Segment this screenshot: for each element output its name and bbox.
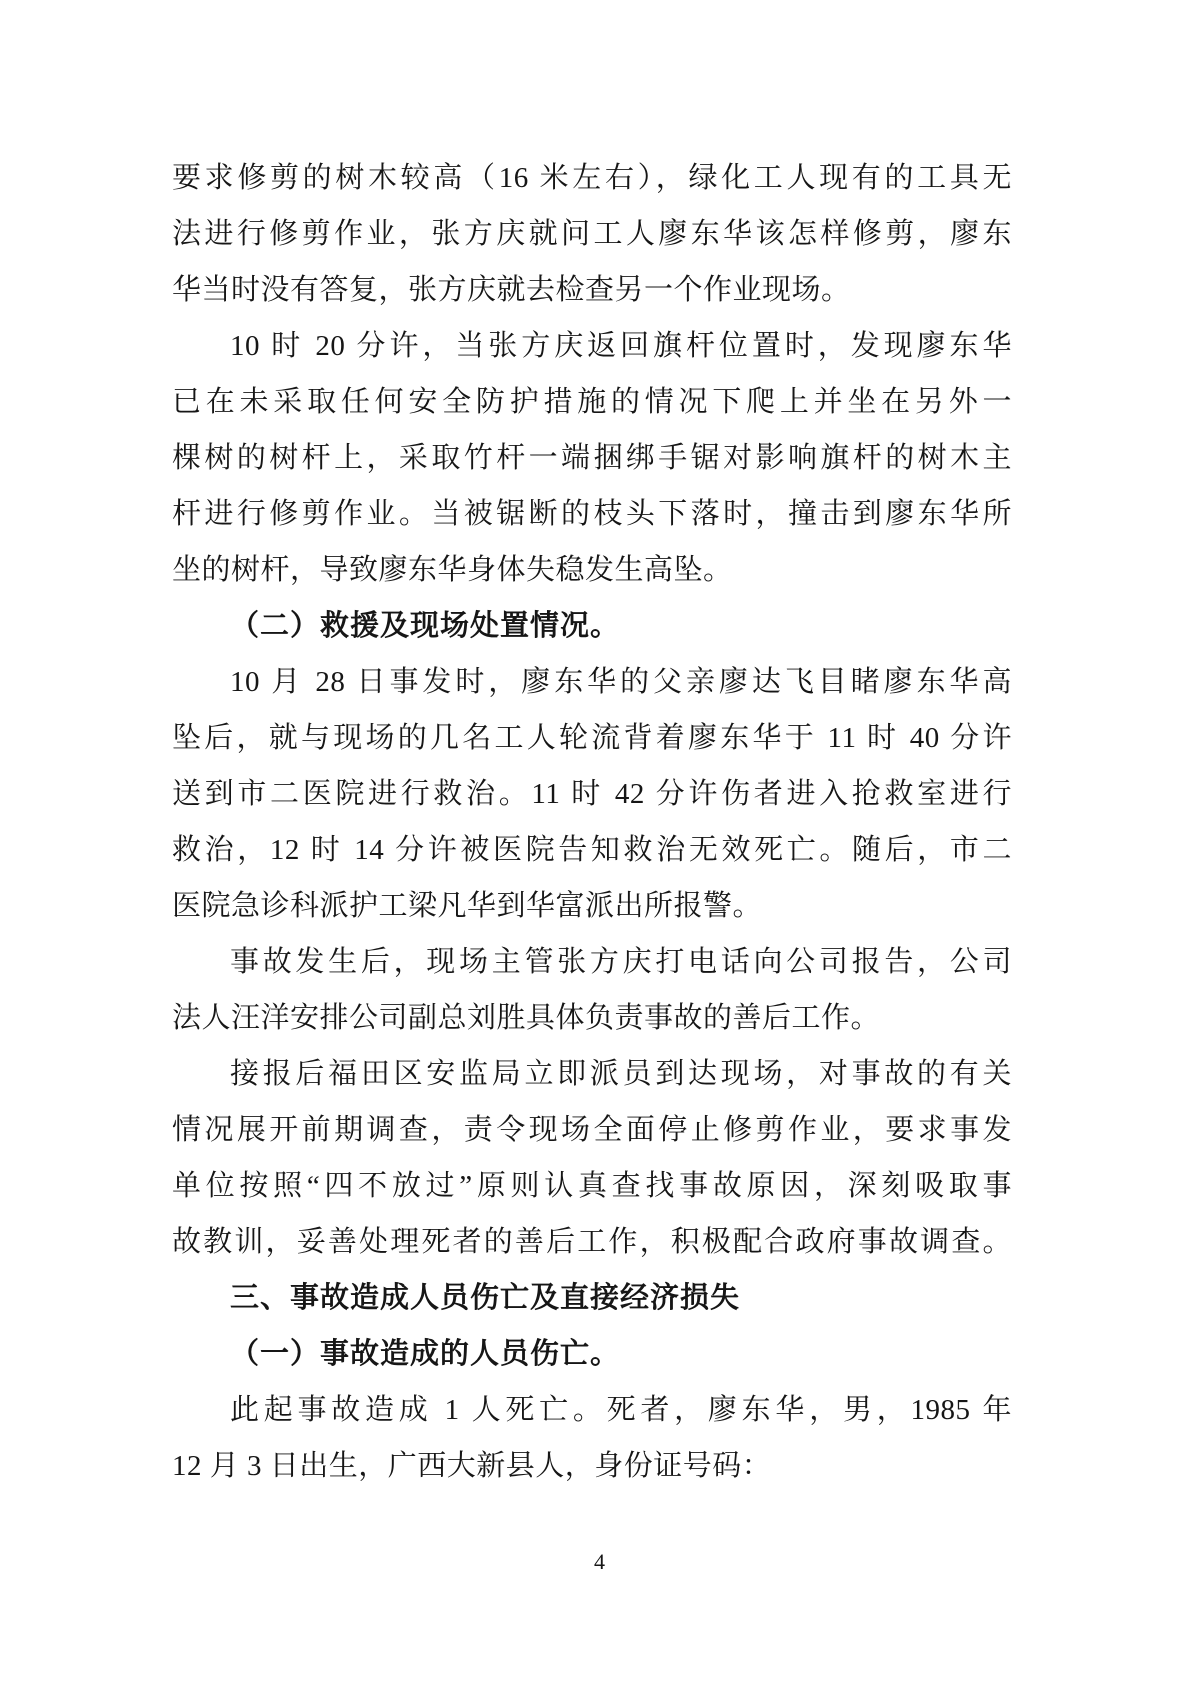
body-line: 已在未采取任何安全防护措施的情况下爬上并坐在另外一 — [172, 386, 1012, 418]
body-line: 杆进行修剪作业。当被锯断的枝头下落时，撞击到廖东华所 — [172, 498, 1012, 530]
body-line: 救治，12 时 14 分许被医院告知救治无效死亡。随后，市二 — [172, 834, 1012, 866]
body-line: 法人汪洋安排公司副总刘胜具体负责事故的善后工作。 — [172, 1002, 881, 1034]
body-line: 法进行修剪作业，张方庆就问工人廖东华该怎样修剪，廖东 — [172, 218, 1012, 250]
body-line: 坠后，就与现场的几名工人轮流背着廖东华于 11 时 40 分许 — [172, 722, 1012, 754]
page-number: 4 — [594, 1549, 605, 1574]
body-line: 送到市二医院进行救治。11 时 42 分许伤者进入抢救室进行 — [172, 778, 1012, 810]
heading-section-3: 三、事故造成人员伤亡及直接经济损失 — [230, 1282, 741, 1314]
document-body — [172, 150, 1012, 1494]
body-line: 故教训，妥善处理死者的善后工作，积极配合政府事故调查。 — [172, 1226, 1012, 1258]
body-line: 坐的树杆，导致廖东华身体失稳发生高坠。 — [172, 554, 733, 586]
heading-casualties: （一）事故造成的人员伤亡。 — [230, 1338, 621, 1370]
body-line: 此起事故造成 1 人死亡。死者，廖东华，男，1985 年 — [230, 1394, 1012, 1426]
body-line: 10 月 28 日事发时，廖东华的父亲廖达飞目睹廖东华高 — [230, 666, 1012, 698]
body-line: 华当时没有答复，张方庆就去检查另一个作业现场。 — [172, 274, 851, 306]
body-line: 情况展开前期调查，责令现场全面停止修剪作业，要求事发 — [172, 1114, 1012, 1146]
body-line: 事故发生后，现场主管张方庆打电话向公司报告，公司 — [230, 946, 1012, 978]
body-line: 医院急诊科派护工梁凡华到华富派出所报警。 — [172, 890, 763, 922]
body-line: 10 时 20 分许，当张方庆返回旗杆位置时，发现廖东华 — [230, 330, 1012, 362]
body-line: 单位按照“四不放过”原则认真查找事故原因，深刻吸取事 — [172, 1170, 1012, 1202]
body-line: 接报后福田区安监局立即派员到达现场，对事故的有关 — [230, 1058, 1012, 1090]
body-line: 棵树的树杆上，采取竹杆一端捆绑手锯对影响旗杆的树木主 — [172, 442, 1012, 474]
heading-rescue-response: （二）救援及现场处置情况。 — [230, 610, 621, 642]
body-line: 12 月 3 日出生，广西大新县人，身份证号码： — [172, 1450, 772, 1482]
body-line: 要求修剪的树木较高（16 米左右），绿化工人现有的工具无 — [172, 162, 1012, 194]
